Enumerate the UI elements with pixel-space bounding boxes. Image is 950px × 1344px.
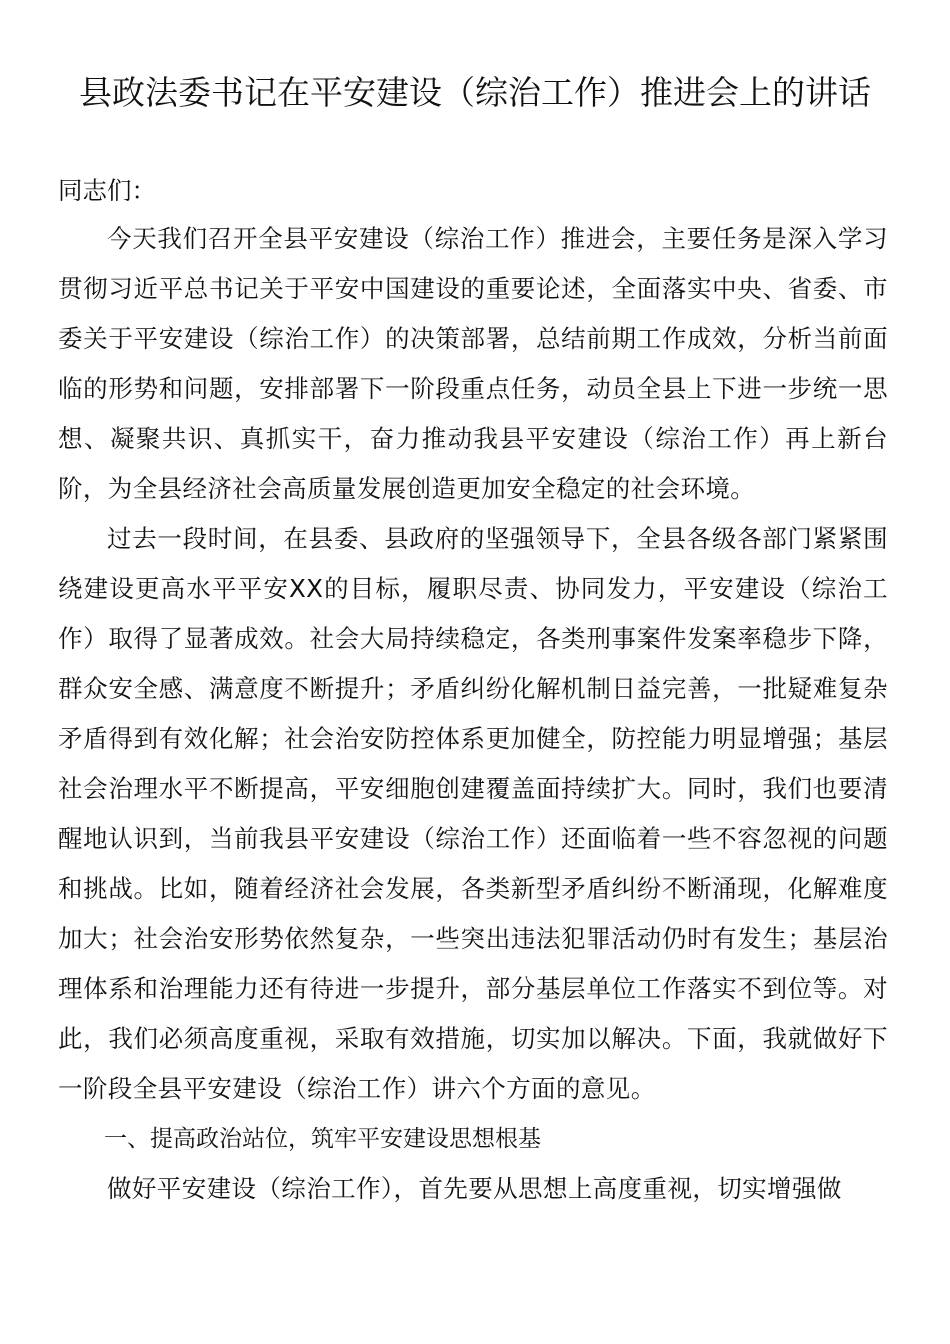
section-paragraph: 做好平安建设（综治工作），首先要从思想上高度重视，切实增强做 — [107, 1174, 842, 1203]
document-body — [58, 214, 888, 1214]
salutation: 同志们： — [58, 176, 156, 205]
paragraph-intro: 今天我们召开全县平安建设（综治工作）推进会，主要任务是深入学习贯彻习近平总书记关于平安中国建设的重要论述，全面落实中央、省委、市委关于平安建设（综治工作）的决策部署，总结前期工作成效，分析当前面临的形势和问题，安排部署下一阶段重点任务，动员全县上下进一步统一思想、凝聚共识、真抓实干，奋力推动我县平安建设（综治工作）再上新台阶，为全县经济社会高质量发展创造更加安全稳定的社会环境。 — [58, 224, 888, 503]
section-heading: 一、提高政治站位，筑牢平安建设思想根基 — [104, 1126, 541, 1152]
document-title: 县政法委书记在平安建设（综治工作）推进会上的讲话 — [79, 73, 871, 112]
paragraph-situation: 过去一段时间，在县委、县政府的坚强领导下，全县各级各部门紧紧围绕建设更高水平平安XX的目标，履职尽责、协同发力，平安建设（综治工作）取得了显著成效。社会大局持续稳定，各类刑事案件发案率稳步下降，群众安全感、满意度不断提升；矛盾纠纷化解机制日益完善，一批疑难复杂矛盾得到有效化解；社会治安防控体系更加健全，防控能力明显增强；基层社会治理水平不断提高，平安细胞创建覆盖面持续扩大。同时，我们也要清醒地认识到，当前我县平安建设（综治工作）还面临着一些不容忽视的问题和挑战。比如，随着经济社会发展，各类新型矛盾纠纷不断涌现，化解难度加大；社会治安形势依然复杂，一些突出违法犯罪活动仍时有发生；基层治理体系和治理能力还有待进一步提升，部分基层单位工作落实不到位等。对此，我们必须高度重视，采取有效措施，切实加以解决。下面，我就做好下一阶段全县平安建设（综治工作）讲六个方面的意见。 — [58, 524, 888, 1103]
